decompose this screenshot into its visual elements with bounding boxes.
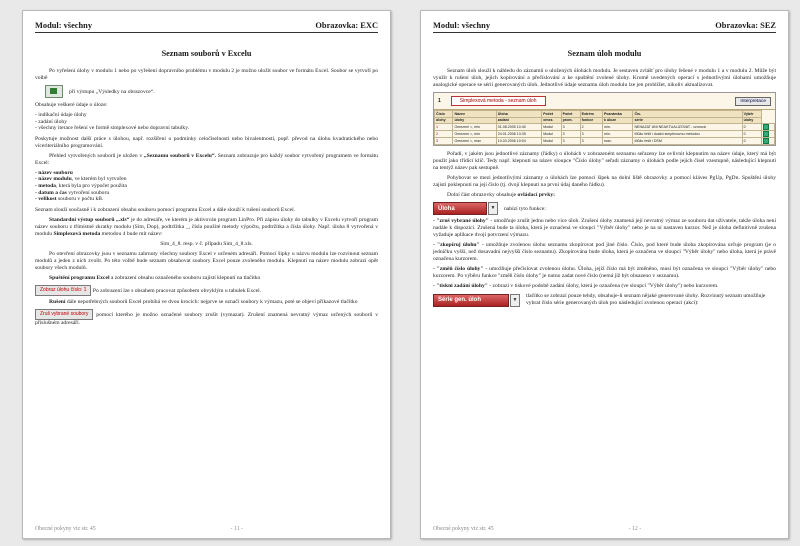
page-footer [433, 526, 776, 532]
column-header[interactable]: Čís. [633, 111, 742, 118]
table-cell: max. [602, 138, 633, 145]
table-cell: Modul [542, 124, 561, 131]
paragraph: - "tiskni zadání úlohy" - zobrazí v tiskové podobě zadání úlohy, která je označena (ve sloupci "Výběr úlohy") nebo kurzorem. [433, 283, 719, 289]
page-title: Seznam souborů v Excelu [161, 49, 252, 58]
table-cell: 01.08.2005 10:40 [496, 124, 541, 131]
chevron-down-icon[interactable]: ▼ [488, 202, 498, 215]
chevron-down-icon[interactable]: ▼ [510, 294, 520, 307]
checkbox-icon[interactable] [763, 124, 769, 130]
paragraph: Přehled vytvořených souborů je uložen v „Seznamu souborů v Excelu“. Seznam zobrazuje pro každý soubor vytvořený programem ve formátu Excel: [35, 152, 378, 166]
checkbox-icon[interactable] [763, 131, 769, 137]
list-item: - název modulu, ve kterém byl vytvořen [35, 176, 127, 183]
module-label: Modul: všechny [35, 21, 93, 30]
page-number: - 12 - [628, 526, 642, 532]
table-cell: 0 [742, 131, 761, 138]
column-header[interactable]: Počet [542, 111, 561, 118]
table-cell: Modul [542, 131, 561, 138]
table-cell: Můžu řešit i dualní simplexovou metodou [633, 131, 742, 138]
footer-reference: Obecné pokyny viz str. 45 [433, 526, 494, 532]
table-cell: min. [602, 124, 633, 131]
table-cell: Omezení =, max [453, 138, 496, 145]
show-task-button[interactable]: Zobraz úlohu číslo: 1 [35, 285, 91, 296]
checkbox-icon[interactable] [763, 138, 769, 144]
paragraph: při výstupu „Výsledky na obrazovce“. [35, 85, 378, 98]
table-cell: 10.03.2006 10:04 [496, 138, 541, 145]
table-cell: 2 [580, 124, 602, 131]
table-cell: 3 [561, 138, 580, 145]
page-right [420, 10, 789, 539]
list-item: - velikost souboru v počtu kB. [35, 196, 104, 203]
task-table [434, 110, 775, 145]
table-cell: 3 [435, 138, 453, 145]
table-row[interactable] [435, 131, 775, 138]
paragraph: Seznam úloh slouží k náhledu do záznamů o uložených úlohách modulu. Je sestaven zvlášť pro úlohy řešené v modulu 1 a v modulu 2. Může být využit k rušení úloh, jejich kopírování a přečíslování a ke spuštění zvolené úlohy. Kromě uvedených operací s jednotlivými úlohami umožňuje analogické operace se sérií generovaných úloh. Jednotlivé údaje seznamu úloh modulu lze jen prohlížet, nikoliv aktualizovat. [433, 68, 776, 88]
module-number: 1 [438, 98, 441, 104]
page-left [22, 10, 391, 539]
column-header-sub[interactable]: prom. [561, 117, 580, 124]
table-cell: 3 [561, 131, 580, 138]
select-checkbox[interactable] [761, 131, 774, 138]
column-header-sub[interactable]: úlohy [453, 117, 496, 124]
page-header [35, 21, 378, 33]
column-header[interactable]: Výběr [742, 111, 761, 118]
paragraph: - "zkopíruj úlohu" - umožňuje zvolenou úlohu seznamu zkopírovat pod jiné číslo. Číslo, pod které bude úloha zkopírována určuje program (je o jedničku vyšší, než dosavadní nejvyšší číslo seznamu). Zkopírována bude úloha, která je označena ve sloupci "Výběr úlohy" nebo úloha, která je právě označena kurzorem. [433, 242, 776, 262]
paragraph: Zruš vybrané soubory pomocí kterého je možno označené soubory zrušit (vymazat). Zrušení znamená nevratný výmaz určených souborů v příslušném adresáři. [35, 310, 378, 326]
column-header[interactable]: Číslo [435, 111, 453, 118]
table-cell: 3 [580, 138, 602, 145]
column-header-sub[interactable]: série [633, 117, 742, 124]
paragraph: Obsahuje veškeré údaje o úloze: [35, 102, 108, 108]
table-cell: 1 [435, 124, 453, 131]
footer-reference: Obecné pokyny viz str. 45 [35, 526, 96, 532]
paragraph: Dolní část obrazovky obsahuje ovládací prvky: [447, 192, 555, 198]
table-cell: 3 [580, 131, 602, 138]
task-control-row [433, 202, 776, 215]
column-header-sub[interactable]: úlohy [435, 117, 453, 124]
table-cell: Omezení =, min [453, 124, 496, 131]
table-cell: Můžu řešit i DSM [633, 138, 742, 145]
column-header-sub[interactable]: zadání [496, 117, 541, 124]
table-cell: Omezení =, min [453, 131, 496, 138]
paragraph: Poskytuje možnost další práce s úlohou, např. rozšíření o podmínky celočíselnosti nebo bivalentnosti, popř. převod na úlohu kvadratického nebo víceriteriálního programování. [35, 135, 378, 149]
list-item: - název souboru [35, 169, 73, 176]
series-dropdown[interactable]: Série gen. úloh [433, 294, 509, 307]
column-header-sub[interactable]: k úloze [602, 117, 633, 124]
dropdown-caption: tlačítko se zobrazí pouze tehdy, obsahuje-li seznam nějaké generované úlohy. Rozvinutý seznam umožňuje vybrat číslo série generovaných úloh pro následující zvolenou operaci (akci): [526, 293, 766, 306]
table-cell: 0 [742, 138, 761, 145]
column-header-sub[interactable]: úlohy [742, 117, 761, 124]
paragraph: - "zruš vybrané úlohy" - umožňuje zrušit jednu nebo více úloh. Zrušení úlohy znamená její nevratný výmaz ze souboru dat uživatele, takže úloha není nadále k dispozici. Zrušená bude ta úloha, která je označená ve sloupci "Výběr úlohy" nebo je na ní nastaven kurzor. Než je úloha definitivně zrušena vyžaduje aplikace dvojí potvrzení výmazu. [433, 218, 776, 238]
list-item: - datum a čas vytvoření souboru [35, 189, 110, 196]
screenshot-toolbar [434, 93, 775, 110]
list-item: - indikační údaje úlohy [35, 112, 87, 118]
page-footer [35, 526, 378, 532]
delete-selected-files-button[interactable]: Zruš vybrané soubory [35, 309, 93, 320]
column-header-sub[interactable]: funkce [580, 117, 602, 124]
screenshot-title: Simplexová metoda - seznam úloh [451, 96, 546, 106]
list-item: - všechny iterace řešení ve formě simplexové nebo dopravní tabulky. [35, 125, 190, 132]
column-header[interactable]: Extrém [580, 111, 602, 118]
list-item: - zadání úlohy [35, 118, 67, 125]
paragraph: Po vyřešení úlohy v modulu 1 nebo po vyřešení dopravního problému v modulu 2 je možno uložit soubor ve formátu Excel. Soubor se vytvoří po volbě [35, 68, 378, 81]
paragraph: Rušení dále nepotřebných souborů Excel probíhá ve dvou krocích: nejprve se označí soubory k výmazu, poté se objeví příkazové tlačítko [49, 298, 358, 305]
paragraph: Standardní výstup souborů „.xls“ je do adresáře, ve kterém je aktivován program LinPro. Při zápisu úlohy do tabulky v Excelu vytvoří program název souboru z třímístné zkratky modulu (Sim, Dop), podtržítka _, čísla použité metody výpočtu, podtržítka a čísla úlohy. Např. úloha 8 vytvořená v modulu Simplexová metoda metodou 4 bude mít název: [35, 216, 378, 237]
table-cell: min. [602, 131, 633, 138]
interpretation-button[interactable]: Interpretace [735, 97, 771, 106]
page-number: - 11 - [230, 526, 244, 532]
example-filename: Sim_4_8. resp. v č. případu Sim_4_8.xls. [160, 240, 253, 247]
paragraph: Pohybovat se mezi jednotlivými záznamy o úlohách lze pomocí šipek na dolní liště obrazovky a pomocí kláves PgUp, PgDn. Spuštění úlohy zajistí poklepnutí na její číslo (tj. dvojí klepnutí na první údaj daného řádku). [433, 175, 776, 188]
series-control-row [433, 293, 776, 307]
select-checkbox[interactable] [761, 138, 774, 145]
table-cell: 24.01.2006 13:35 [496, 131, 541, 138]
module-label: Modul: všechny [433, 21, 491, 30]
table-cell: NENAZAT ANI NEAKTUALIZOVAT - vzorová [633, 124, 742, 131]
paragraph: Seznam slouží současně i k zobrazení obsahu souboru pomocí programu Excel a dále slouží k rušení souborů Excel. [35, 206, 296, 213]
page-title: Seznam úloh modulu [567, 49, 642, 58]
task-dropdown[interactable]: Úloha [433, 202, 487, 215]
task-list-screenshot [433, 92, 776, 146]
paragraph: Pořadí, v jakém jsou jednotlivé záznamy (řádky) o úlohách v zobrazeném seznamu seřazeny lze ovlivnit klepnutím na název údaje, který má být použit jako třídící klíč. Tedy např. klepnutí na název sloupce "Číslo úlohy" seřadí záznamy o úlohách podle jejich čísel vzestupně, následující klepnutí na tentýž název pak sestupně. [433, 151, 776, 171]
column-header-sub[interactable]: omez. [542, 117, 561, 124]
column-header[interactable]: Počet [561, 111, 580, 118]
column-header[interactable]: Poznámka [602, 111, 633, 118]
table-row[interactable] [435, 138, 775, 145]
table-cell: 3 [561, 124, 580, 131]
screen-label: Obrazovka: SEZ [715, 21, 776, 30]
paragraph: - "změň číslo úlohy" - umožňuje přečíslovat zvolenou úlohu. Úloha, jejíž číslo má být změněno, musí být označena ve sloupci "Výběr úlohy" nebo kurzorem. Po výběru funkce "změň číslo úlohy" je nutno zadat nové číslo (nemá již být obsazeno v seznamu). [433, 266, 776, 279]
list-item: - metoda, která byla pro výpočet použita [35, 182, 127, 189]
dropdown-caption: nabízí tyto funkce: [504, 205, 546, 212]
table-cell: 2 [435, 131, 453, 138]
table-cell: Modul [542, 138, 561, 145]
column-header[interactable]: Úloha [496, 111, 541, 118]
select-checkbox[interactable] [761, 124, 774, 131]
paragraph: Zobraz úlohu číslo: 1 Po zobrazení lze s obsahem pracovat způsobem obvyklým u tabulek Excel. [35, 285, 378, 296]
column-header[interactable]: Název [453, 111, 496, 118]
table-row[interactable] [435, 124, 775, 131]
screen-label: Obrazovka: EXC [315, 21, 378, 30]
page-header [433, 21, 776, 33]
table-cell: 0 [742, 124, 761, 131]
paragraph: Spuštění programu Excel a zobrazení obsahu označeného souboru zajistí klepnutí na tlačítko [49, 274, 261, 281]
excel-icon[interactable] [45, 85, 63, 98]
paragraph: Po otevření obrazovky jsou v seznamu zahrnuty všechny soubory Excel v určeném adresáři. Pomocí šipky u názvu modulu lze rozvinout seznam modulů a jeden z nich zvolit. Po této volbě bude seznam obsahovat soubory Excel pouze zvoleného modulu. Klepnutí na název modulu zobrazí opět soubory všech modulů. [35, 250, 378, 271]
